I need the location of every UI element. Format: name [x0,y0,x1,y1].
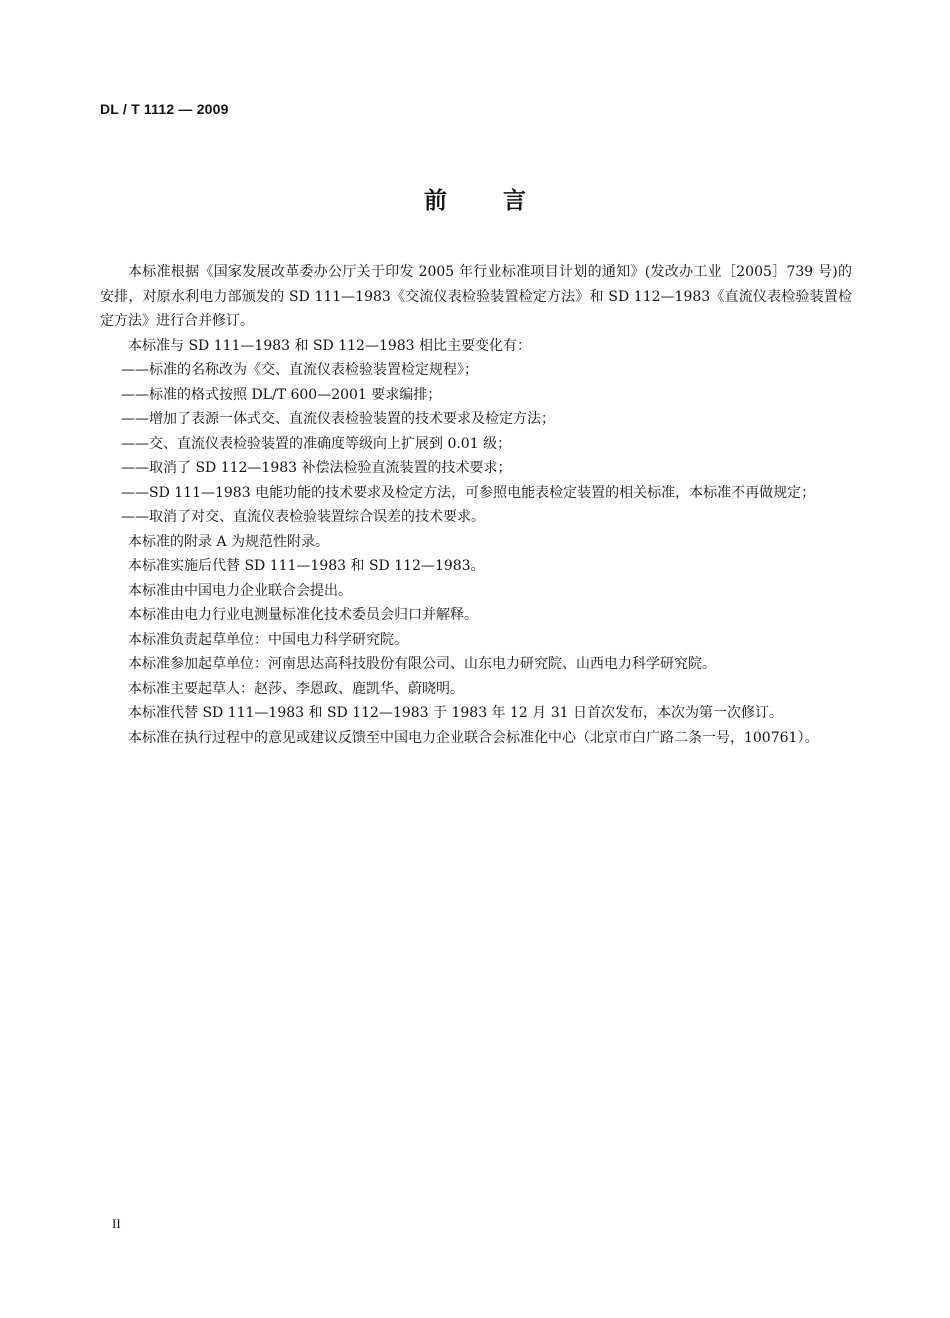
change-item: ——取消了对交、直流仪表检验装置综合误差的技术要求。 [121,509,485,525]
feedback-note: 本标准在执行过程中的意见或建议反馈至中国电力企业联合会标准化中心（北京市白广路二条一号，100761）。 [128,729,819,746]
page-number: II [112,1216,121,1231]
main-drafters: 本标准主要起草人：赵莎、李恩政、鹿凯华、蔚晓明。 [128,680,464,697]
standard-code: DL / T 1112 — 2009 [100,101,229,117]
foreword-body [100,260,852,750]
change-item: ——交、直流仪表检验装置的准确度等级向上扩展到 0.01 级； [121,435,512,452]
change-item: ——标准的名称改为《交、直流仪表检验装置检定规程》； [121,362,478,378]
interpretation-note: 本标准由电力行业电测量标准化技术委员会归口并解释。 [128,607,478,623]
intro-paragraph-2: 本标准与 SD 111—1983 和 SD 112—1983 相比主要变化有： [128,337,532,354]
proposer-note: 本标准由中国电力企业联合会提出。 [128,582,352,599]
change-item: ——取消了 SD 112—1983 补偿法检验直流装置的技术要求； [121,460,512,476]
appendix-note: 本标准的附录 A 为规范性附录。 [128,533,330,550]
participating-units: 本标准参加起草单位：河南思达高科技股份有限公司、山东电力研究院、山西电力科学研究院。 [128,656,716,672]
change-item: ——SD 111—1983 电能功能的技术要求及检定方法，可参照电能表检定装置的相关标准，本标准不再做规定； [121,484,816,501]
page-title: 前言 [424,188,582,214]
intro-paragraph-1: 本标准根据《国家发展改革委办公厅关于印发 2005 年行业标准项目计划的通知》(发改办工业［2005］739 号)的安排，对原水利电力部颁发的 SD 111—1983《交流仪表检验装置检定方法》和 SD 112—1983《直流仪表检验装置检定方法》进行合并修订。 [100,264,852,329]
change-item: ——标准的格式按照 DL/T 600—2001 要求编排； [121,386,442,403]
replacement-note: 本标准实施后代替 SD 111—1983 和 SD 112—1983。 [128,558,485,574]
lead-drafter-unit: 本标准负责起草单位：中国电力科学研究院。 [128,631,408,648]
publication-history: 本标准代替 SD 111—1983 和 SD 112—1983 于 1983 年 12 月 31 日首次发布，本次为第一次修订。 [128,705,783,721]
change-item: ——增加了表源一体式交、直流仪表检验装置的技术要求及检定方法； [121,411,555,427]
